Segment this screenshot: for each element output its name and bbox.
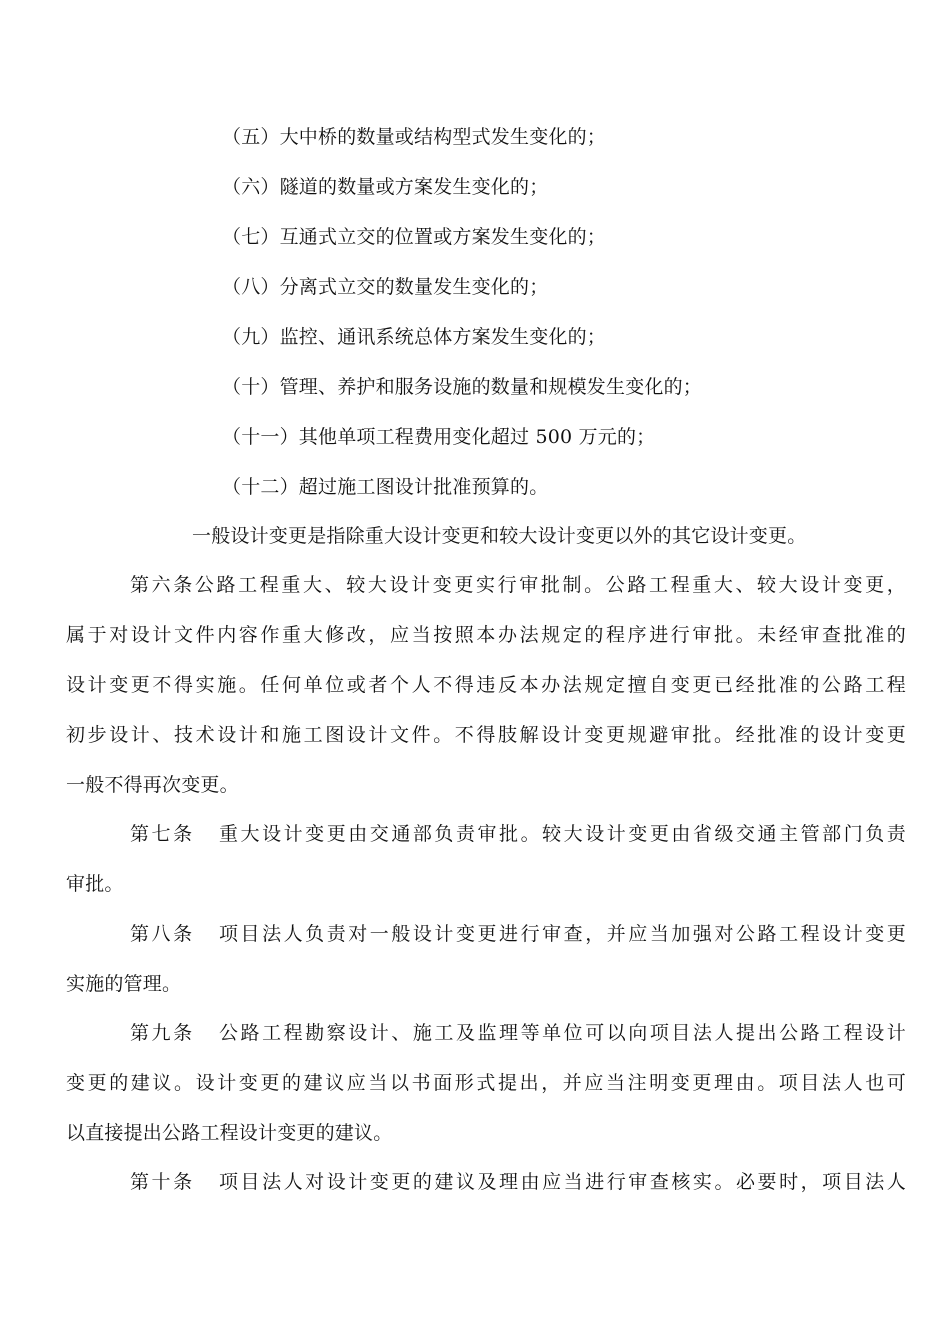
list-item-5: （五）大中桥的数量或结构型式发生变化的； — [222, 126, 607, 148]
list-item-9: （九）监控、通讯系统总体方案发生变化的； — [222, 326, 607, 348]
article-9-heading: 第九条 — [130, 1022, 195, 1044]
article-6-line-5: 一般不得再次变更。 — [66, 774, 239, 796]
article-8-heading: 第八条 — [130, 923, 195, 945]
article-9-line-3: 以直接提出公路工程设计变更的建议。 — [66, 1122, 393, 1144]
article-6-line-4: 初步设计、技术设计和施工图设计文件。不得肢解设计变更规避审批。经批准的设计变更 — [66, 724, 906, 746]
article-10-line-1 — [130, 1170, 906, 1194]
list-item-8: （八）分离式立交的数量发生变化的； — [222, 276, 549, 298]
list-item-6: （六）隧道的数量或方案发生变化的； — [222, 176, 549, 198]
list-item-10: （十）管理、养护和服务设施的数量和规模发生变化的； — [222, 376, 703, 398]
article-6-line-3: 设计变更不得实施。任何单位或者个人不得违反本办法规定擅自变更已经批准的公路工程 — [66, 674, 906, 696]
article-7-text-1: 重大设计变更由交通部负责审批。较大设计变更由省级交通主管部门负责 — [216, 823, 906, 845]
article-9-text-1: 公路工程勘察设计、施工及监理等单位可以向项目法人提出公路工程设计 — [216, 1022, 906, 1044]
article-10-heading: 第十条 — [130, 1171, 195, 1193]
article-7-line-1 — [130, 822, 906, 846]
article-8-line-1 — [130, 922, 906, 946]
article-7-heading: 第七条 — [130, 823, 195, 845]
article-10-text-1: 项目法人对设计变更的建议及理由应当进行审查核实。必要时，项目法人 — [216, 1171, 906, 1193]
article-8-text-1: 项目法人负责对一般设计变更进行审查，并应当加强对公路工程设计变更 — [216, 923, 906, 945]
article-7-line-2: 审批。 — [66, 873, 124, 895]
article-9-line-1 — [130, 1021, 906, 1045]
list-item-12: （十二）超过施工图设计批准预算的。 — [222, 476, 549, 498]
article-9-line-2: 变更的建议。设计变更的建议应当以书面形式提出，并应当注明变更理由。项目法人也可 — [66, 1072, 906, 1094]
article-6-line-2: 属于对设计文件内容作重大修改，应当按照本办法规定的程序进行审批。未经审查批准的 — [66, 624, 906, 646]
list-item-11: （十一）其他单项工程费用变化超过 500 万元的； — [222, 426, 656, 448]
article-8-line-2: 实施的管理。 — [66, 973, 182, 995]
list-item-7: （七）互通式立交的位置或方案发生变化的； — [222, 226, 607, 248]
general-change-paragraph: 一般设计变更是指除重大设计变更和较大设计变更以外的其它设计变更。 — [192, 525, 807, 547]
article-6-line-1: 第六条公路工程重大、较大设计变更实行审批制。公路工程重大、较大设计变更， — [130, 574, 906, 596]
